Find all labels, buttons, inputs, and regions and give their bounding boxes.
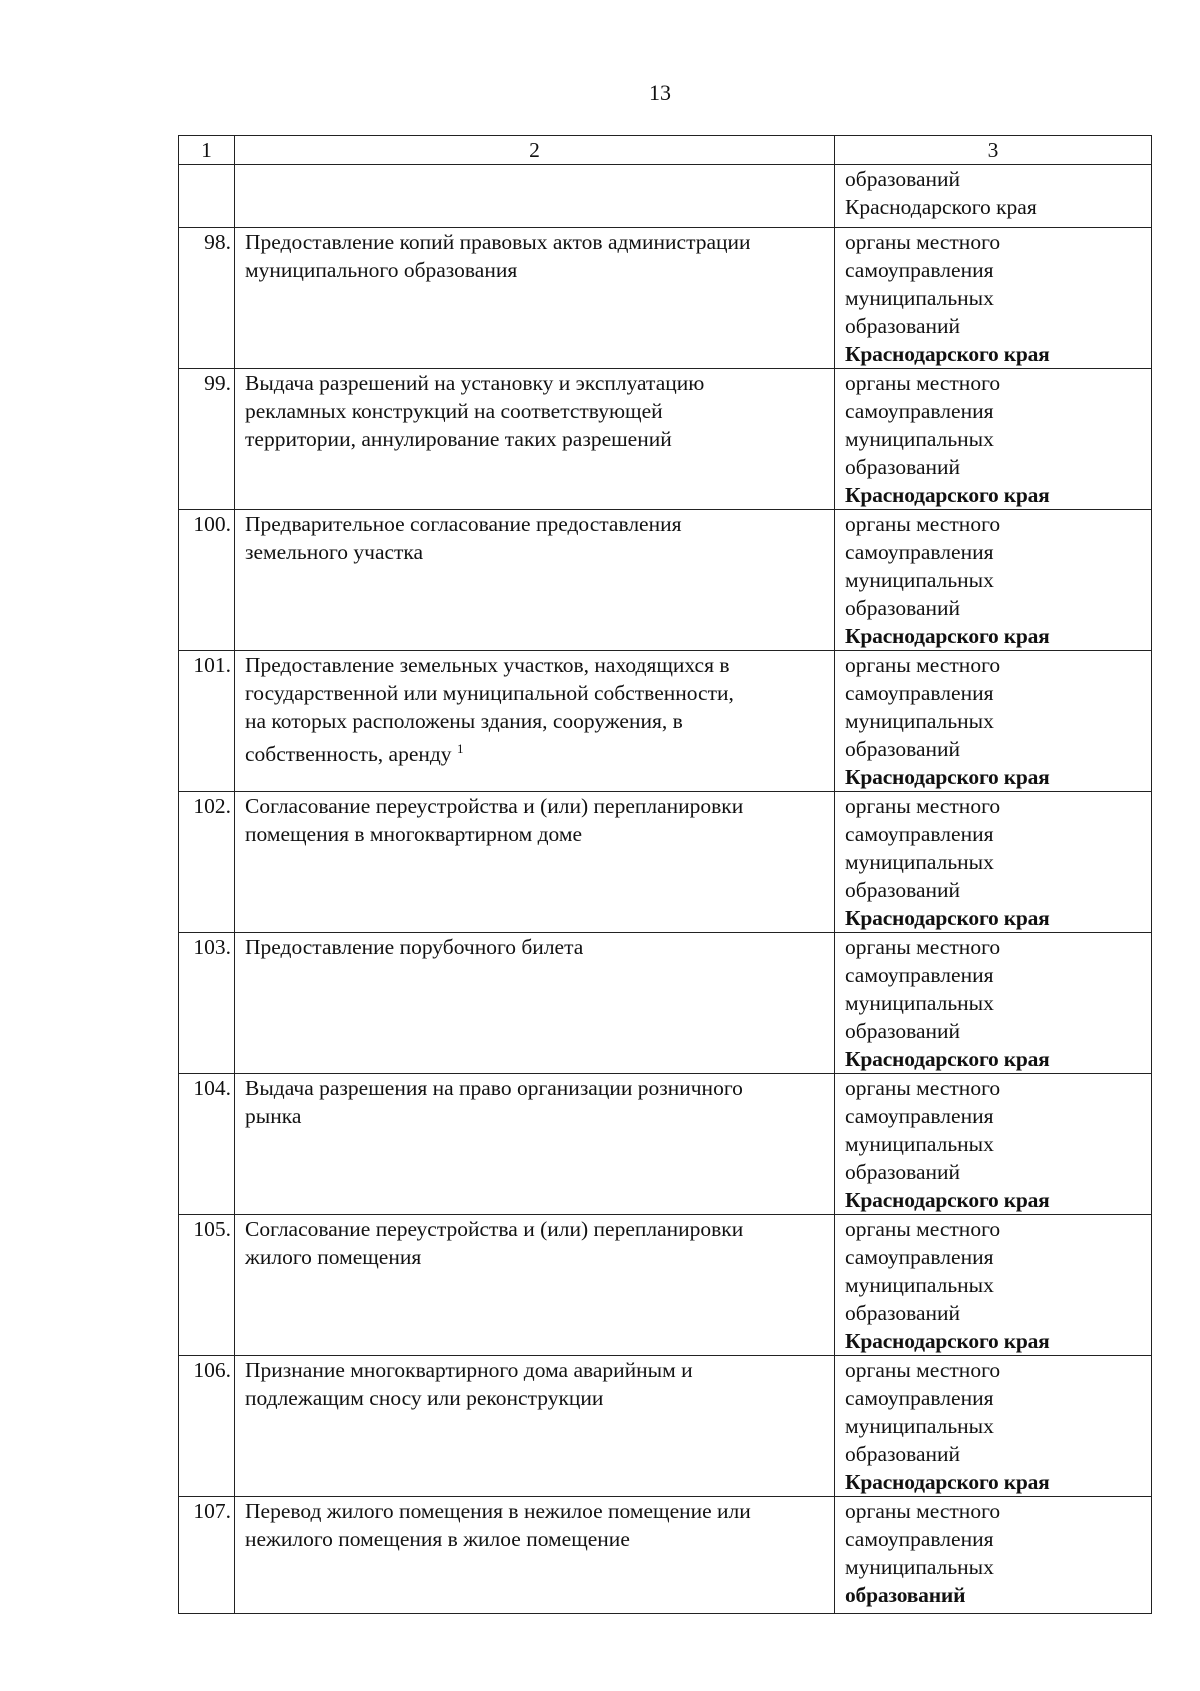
authority-line: органы местного — [845, 371, 1001, 395]
table-row — [179, 228, 1152, 369]
authority-line: самоуправления — [845, 1527, 994, 1551]
table-row — [179, 933, 1152, 1074]
authority-line: муниципальных — [845, 991, 994, 1015]
service-line: Выдача разрешения на право организации розничного — [245, 1076, 743, 1100]
authority-line: образований — [845, 167, 961, 191]
service-line: жилого помещения — [245, 1245, 422, 1269]
service-cell — [235, 1356, 835, 1497]
authority-cell — [835, 1215, 1152, 1356]
authority-line: образований — [845, 737, 961, 761]
authority-cell — [835, 1074, 1152, 1215]
authority-line: Краснодарского края — [845, 1188, 1050, 1212]
authority-line: образований — [845, 1019, 961, 1043]
service-cell — [235, 1074, 835, 1215]
authority-line: органы местного — [845, 653, 1001, 677]
column-header-authority: 3 — [835, 136, 1152, 165]
authority-line: самоуправления — [845, 963, 994, 987]
service-cell — [235, 651, 835, 792]
row-number — [179, 165, 235, 228]
authority-line: муниципальных — [845, 1414, 994, 1438]
service-line — [245, 735, 824, 768]
authority-line: муниципальных — [845, 1132, 994, 1156]
authority-line: образований — [845, 596, 961, 620]
service-line: рынка — [245, 1104, 302, 1128]
authority-cell — [835, 792, 1152, 933]
row-number: 100. — [179, 510, 235, 651]
authority-line: Краснодарского края — [845, 1329, 1050, 1353]
authority-line: муниципальных — [845, 286, 994, 310]
table-row — [179, 369, 1152, 510]
row-number: 106. — [179, 1356, 235, 1497]
table-row — [179, 510, 1152, 651]
row-number: 101. — [179, 651, 235, 792]
service-line: Согласование переустройства и (или) перепланировки — [245, 1217, 744, 1241]
authority-line: муниципальных — [845, 1555, 994, 1579]
service-line: нежилого помещения в жилое помещение — [245, 1527, 630, 1551]
authority-line: Краснодарского края — [845, 342, 1050, 366]
table-row — [179, 1215, 1152, 1356]
service-line: на которых расположены здания, сооружения, в — [245, 709, 683, 733]
column-header-number: 1 — [179, 136, 235, 165]
authority-line: муниципальных — [845, 427, 994, 451]
authority-line: органы местного — [845, 512, 1001, 536]
authority-line: Краснодарского края — [845, 624, 1050, 648]
service-cell — [235, 165, 835, 228]
authority-cell — [835, 1356, 1152, 1497]
service-cell — [235, 792, 835, 933]
services-table — [178, 135, 1152, 1614]
footnote-marker: 1 — [456, 741, 464, 756]
authority-cell — [835, 165, 1152, 228]
authority-line: органы местного — [845, 935, 1001, 959]
table-row — [179, 792, 1152, 933]
authority-cell — [835, 510, 1152, 651]
authority-line: образований — [845, 878, 961, 902]
authority-line: образований — [845, 1583, 966, 1607]
authority-cell — [835, 1497, 1152, 1614]
row-number: 102. — [179, 792, 235, 933]
service-line: государственной или муниципальной собственности, — [245, 681, 734, 705]
table-header-row — [179, 136, 1152, 165]
authority-line: самоуправления — [845, 1245, 994, 1269]
service-cell — [235, 228, 835, 369]
page-number: 13 — [649, 80, 671, 105]
authority-cell — [835, 651, 1152, 792]
service-cell — [235, 1215, 835, 1356]
authority-line: Краснодарского края — [845, 906, 1050, 930]
service-line: Предоставление порубочного билета — [245, 935, 584, 959]
service-cell — [235, 933, 835, 1074]
authority-line: Краснодарского края — [845, 1047, 1050, 1071]
authority-line: Краснодарского края — [845, 483, 1050, 507]
column-header-service: 2 — [235, 136, 835, 165]
row-number: 104. — [179, 1074, 235, 1215]
service-line: Предоставление копий правовых актов администрации — [245, 230, 751, 254]
authority-line: образований — [845, 455, 961, 479]
authority-line: органы местного — [845, 794, 1001, 818]
service-line: Согласование переустройства и (или) перепланировки — [245, 794, 744, 818]
authority-line: муниципальных — [845, 1273, 994, 1297]
authority-line: образований — [845, 314, 961, 338]
service-line: земельного участка — [245, 540, 424, 564]
authority-line: самоуправления — [845, 1386, 994, 1410]
authority-line: органы местного — [845, 1076, 1001, 1100]
authority-line: Краснодарского края — [845, 195, 1037, 219]
table-row — [179, 651, 1152, 792]
authority-line: образований — [845, 1160, 961, 1184]
authority-line: органы местного — [845, 1358, 1001, 1382]
authority-line: муниципальных — [845, 850, 994, 874]
service-line: Перевод жилого помещения в нежилое помещение или — [245, 1499, 751, 1523]
authority-line: самоуправления — [845, 822, 994, 846]
service-cell — [235, 510, 835, 651]
table-row-continuation — [179, 165, 1152, 228]
authority-line: муниципальных — [845, 709, 994, 733]
service-line: Выдача разрешений на установку и эксплуатацию — [245, 371, 705, 395]
authority-line: самоуправления — [845, 681, 994, 705]
authority-line: Краснодарского края — [845, 765, 1050, 789]
authority-line: самоуправления — [845, 540, 994, 564]
row-number: 107. — [179, 1497, 235, 1614]
service-line: муниципального образования — [245, 258, 518, 282]
authority-line: органы местного — [845, 1217, 1001, 1241]
service-line: рекламных конструкций на соответствующей — [245, 399, 663, 423]
authority-line: самоуправления — [845, 258, 994, 282]
authority-cell — [835, 228, 1152, 369]
authority-line: муниципальных — [845, 568, 994, 592]
row-number: 99. — [179, 369, 235, 510]
row-number: 98. — [179, 228, 235, 369]
authority-line: самоуправления — [845, 399, 994, 423]
authority-cell — [835, 369, 1152, 510]
table-row — [179, 1356, 1152, 1497]
service-line-text: собственность, аренду — [245, 742, 452, 767]
service-cell — [235, 369, 835, 510]
service-line: Предварительное согласование предоставления — [245, 512, 682, 536]
row-number: 103. — [179, 933, 235, 1074]
table-row — [179, 1497, 1152, 1614]
service-cell — [235, 1497, 835, 1614]
service-line: помещения в многоквартирном доме — [245, 822, 583, 846]
authority-line: Краснодарского края — [845, 1470, 1050, 1494]
table-row — [179, 1074, 1152, 1215]
authority-line: образований — [845, 1442, 961, 1466]
authority-cell — [835, 933, 1152, 1074]
table-body — [179, 165, 1152, 1614]
service-line: Предоставление земельных участков, находящихся в — [245, 653, 730, 677]
authority-line: органы местного — [845, 230, 1001, 254]
service-line: подлежащим сносу или реконструкции — [245, 1386, 604, 1410]
authority-line: образований — [845, 1301, 961, 1325]
row-number: 105. — [179, 1215, 235, 1356]
authority-line: органы местного — [845, 1499, 1001, 1523]
authority-line: самоуправления — [845, 1104, 994, 1128]
service-line: территории, аннулирование таких разрешений — [245, 427, 672, 451]
service-line: Признание многоквартирного дома аварийным и — [245, 1358, 693, 1382]
